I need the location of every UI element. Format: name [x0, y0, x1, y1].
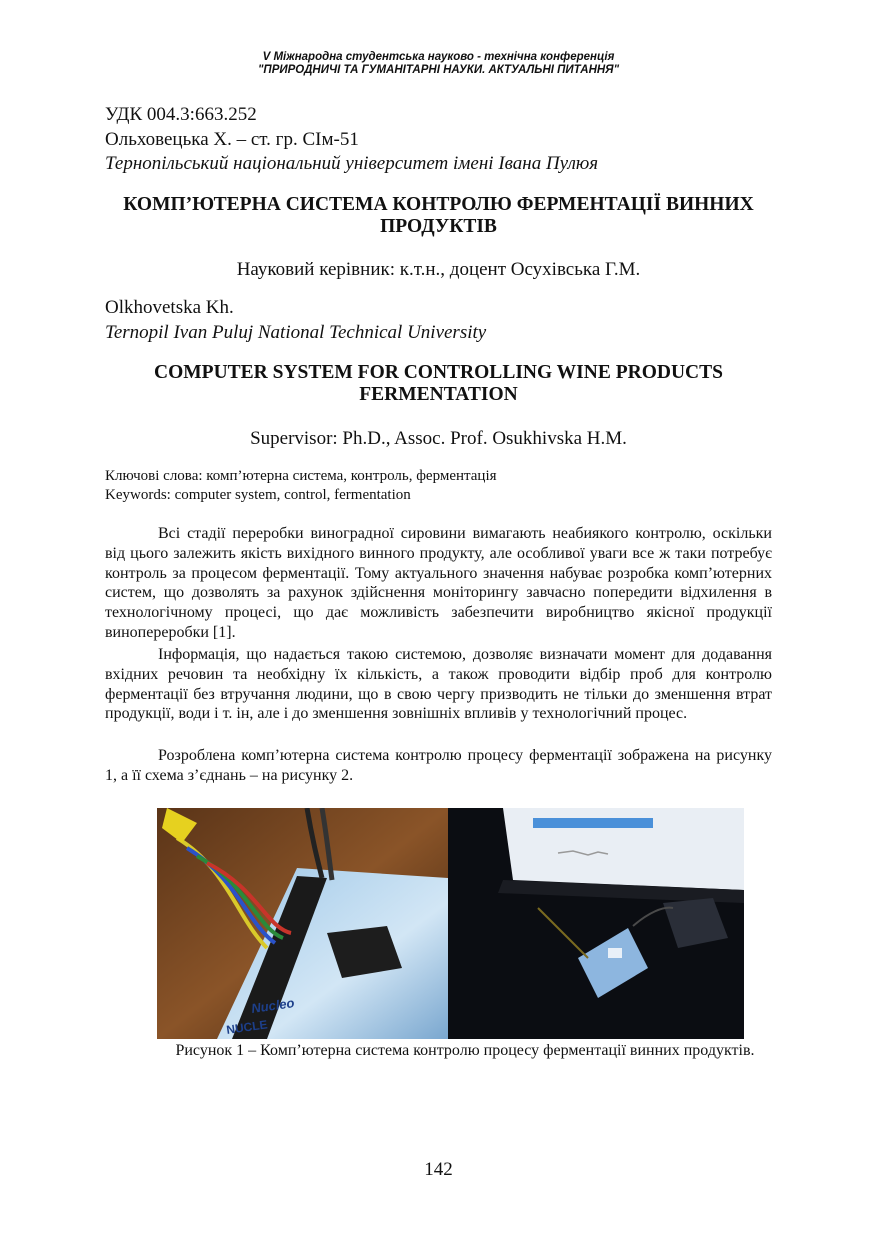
figure-photo-board	[157, 808, 448, 1039]
affiliation-en: Ternopil Ivan Puluj National Technical University	[105, 322, 487, 343]
title-ua: КОМП’ЮТЕРНА СИСТЕМА КОНТРОЛЮ ФЕРМЕНТАЦІЇ ВИННИХ ПРОДУКТІВ	[123, 194, 754, 237]
affiliation-ua: Тернопільський національний університет імені Івана Пулюя	[105, 153, 599, 174]
author-ua: Ольховецька Х. – ст. гр. СІм-51	[105, 129, 359, 150]
conference-header-line1: V Міжнародна студентська науково - технічна конференція	[262, 51, 615, 63]
supervisor-en: Supervisor: Ph.D., Assoc. Prof. Osukhivska H.M.	[250, 428, 627, 449]
keywords-en: Keywords: computer system, control, fermentation	[105, 487, 411, 503]
author-en: Olkhovetska Kh.	[105, 297, 234, 318]
conference-header	[0, 51, 877, 77]
supervisor-ua: Науковий керівник: к.т.н., доцент Осухівська Г.М.	[236, 259, 641, 280]
board-label-nucleo: Nucleo	[250, 995, 296, 1016]
body-paragraph-3: Розроблена комп’ютерна система контролю процесу ферментації зображена на рисунку 1, а її схема з’єднань – на рисунку 2.	[105, 747, 772, 784]
title-en: COMPUTER SYSTEM FOR CONTROLLING WINE PRODUCTS FERMENTATION	[154, 362, 723, 405]
figure-photo-setup	[448, 808, 744, 1039]
conference-header-line2: "ПРИРОДНИЧІ ТА ГУМАНІТАРНІ НАУКИ. АКТУАЛЬНІ ПИТАННЯ"	[257, 64, 620, 76]
keywords-ua: Ключові слова: комп’ютерна система, контроль, ферментація	[105, 468, 497, 484]
udc-code: УДК 004.3:663.252	[105, 104, 257, 125]
body-paragraph-1: Всі стадії переробки виноградної сировини вимагають неабиякого контролю, оскільки від цього залежить якість вихідного винного продукту, але особливої уваги все ж таки потребує контроль за процесом ферментації. Тому актуального значення набуває розробка комп’ютерних систем, що дозволять за рахунок здійснення моніторингу завчасно попередити відхилення в технологічному процесі, що дає можливість забезпечити виробництво якісної продукції винопереробки [1].	[105, 525, 772, 641]
board-label-nucle: NUCLE	[225, 1017, 269, 1037]
page-number: 142	[424, 1159, 453, 1180]
body-paragraph-2: Інформація, що надається такою системою, дозволяє визначати момент для додавання вхідних речовин та необхідну їх кількість, а також проводити відбір проб для контролю ферментації без втручання людини, що в свою чергу призводить не тільки до зменшення втрат продукції, води і т. ін, але і до зменшення зовнішніх впливів у технологічний процес.	[105, 646, 772, 723]
figure-caption: Рисунок 1 – Комп’ютерна система контролю процесу ферментації винних продуктів.	[175, 1042, 755, 1059]
